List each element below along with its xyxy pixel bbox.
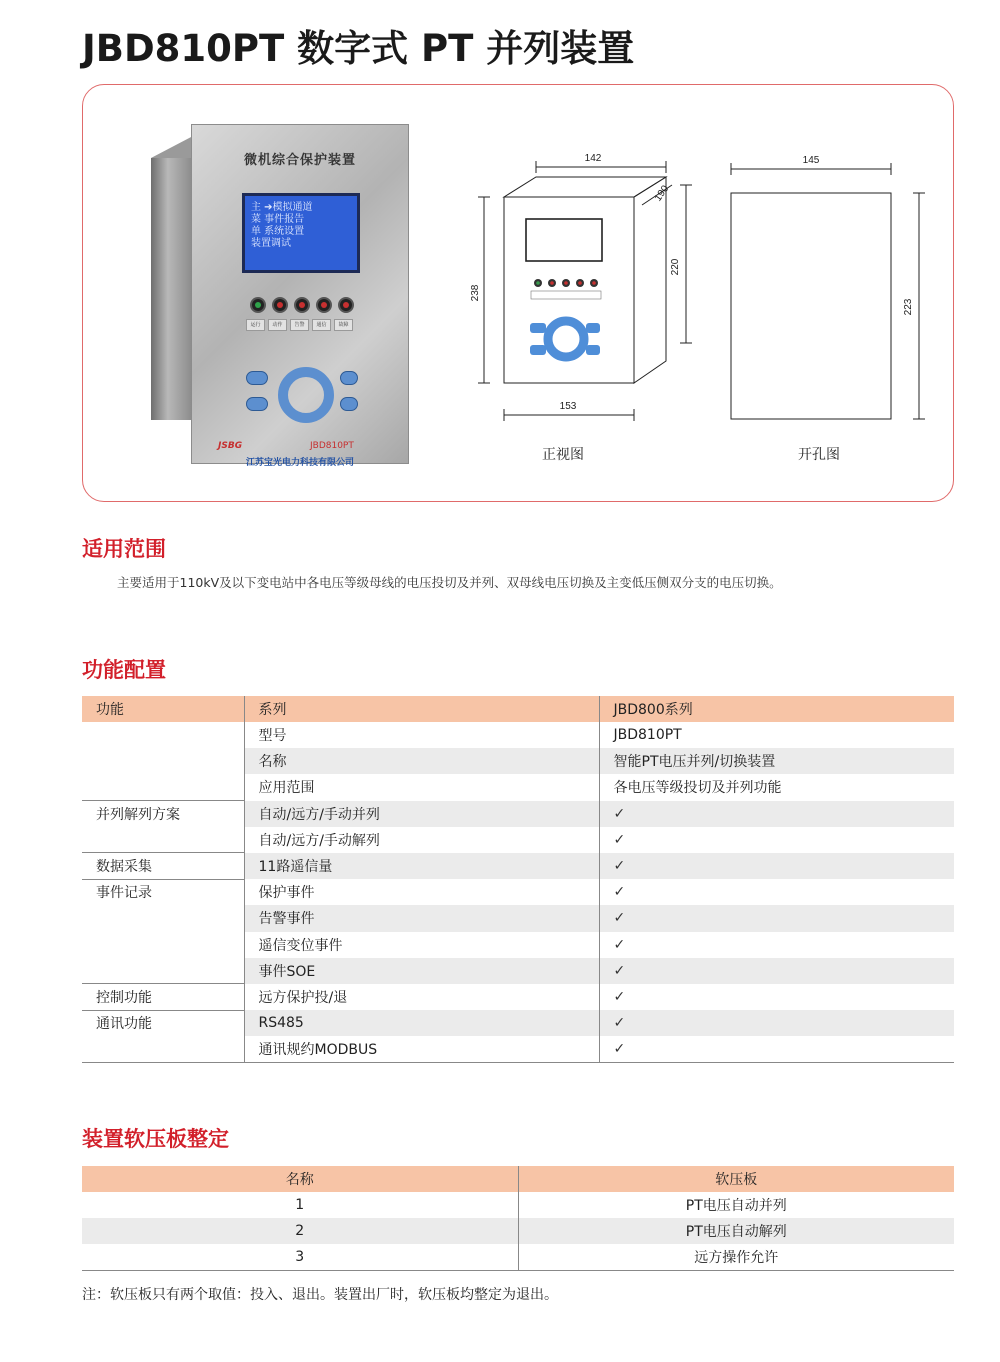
front-view-drawing xyxy=(468,145,698,435)
function-item-cell: 名称 xyxy=(244,748,599,774)
table-row xyxy=(82,905,954,931)
led-indicator-icon xyxy=(294,297,310,313)
device-front-panel xyxy=(191,124,409,468)
function-item-cell: 自动/远方/手动解列 xyxy=(244,827,599,853)
device-brand-logo: JSBG xyxy=(218,441,243,451)
function-group-cell xyxy=(82,748,244,774)
scope-text: 主要适用于110kV及以下变电站中各电压等级母线的电压投切及并列、双母线电压切换及主变低压侧双分支的电压切换。 xyxy=(117,575,782,590)
dim-cutout-height: 223 xyxy=(903,298,914,316)
led-label: 故障 xyxy=(334,319,353,331)
column-header: 功能 xyxy=(82,696,244,722)
led-indicator-icon xyxy=(272,297,288,313)
table-row xyxy=(82,932,954,958)
function-item-cell: 遥信变位事件 xyxy=(244,932,599,958)
softplate-name-cell: 远方操作允许 xyxy=(518,1244,954,1270)
function-group-cell: 数据采集 xyxy=(82,853,244,879)
led-label: 告警 xyxy=(290,319,309,331)
lcd-line: 主 ➔模拟通道 xyxy=(251,202,313,213)
column-header: 系列 xyxy=(244,696,599,722)
product-overview-box xyxy=(82,84,954,502)
table-row xyxy=(82,748,954,774)
table-row xyxy=(82,879,954,905)
device-company-label: 江苏宝光电力科技有限公司 xyxy=(245,458,354,468)
keypad-direction-ring-icon xyxy=(278,367,334,423)
table-row xyxy=(82,801,954,827)
functions-heading: 功能配置 xyxy=(82,658,166,682)
lcd-line: 装置调试 xyxy=(251,238,291,249)
column-header: 名称 xyxy=(82,1166,518,1192)
device-lcd-screen xyxy=(242,193,360,273)
table-row xyxy=(82,1010,954,1036)
device-led-row xyxy=(250,297,354,313)
front-view-caption: 正视图 xyxy=(542,447,584,463)
table-row xyxy=(82,1244,954,1270)
function-item-cell: 11路遥信量 xyxy=(244,853,599,879)
check-icon: ✓ xyxy=(599,801,954,827)
dim-bottom-width: 153 xyxy=(559,401,577,412)
keypad-button-icon xyxy=(340,371,358,385)
function-item-cell: 事件SOE xyxy=(244,958,599,984)
led-label: 运行 xyxy=(246,319,265,331)
check-icon: ✓ xyxy=(613,988,626,1005)
softplate-table xyxy=(82,1166,954,1271)
softplate-heading: 装置软压板整定 xyxy=(82,1127,229,1151)
function-group-cell xyxy=(82,722,244,748)
function-item-cell: 远方保护投/退 xyxy=(244,984,599,1010)
check-icon: ✓ xyxy=(613,936,626,953)
led-indicator-icon xyxy=(316,297,332,313)
softplate-no-cell: 1 xyxy=(82,1192,518,1218)
function-group-cell xyxy=(82,905,244,931)
function-value-cell: JBD810PT xyxy=(613,727,682,744)
table-row xyxy=(82,853,954,879)
table-row xyxy=(82,722,954,748)
softplate-no-cell: 3 xyxy=(82,1244,518,1270)
dim-cutout-width: 145 xyxy=(802,155,820,166)
keypad-button-icon xyxy=(340,397,358,411)
dim-height-right: 220 xyxy=(670,258,681,276)
device-model-label: JBD810PT xyxy=(310,441,354,451)
function-group-cell: 控制功能 xyxy=(82,984,244,1010)
check-icon: ✓ xyxy=(599,853,954,879)
device-panel-name: 微机综合保护装置 xyxy=(243,153,356,168)
cutout-caption: 开孔图 xyxy=(798,447,840,463)
function-item-cell: 型号 xyxy=(244,722,599,748)
dim-height-left: 238 xyxy=(470,284,481,302)
device-keypad xyxy=(246,363,354,427)
led-label: 动作 xyxy=(268,319,287,331)
table-row xyxy=(82,774,954,800)
led-indicator-icon xyxy=(250,297,266,313)
footnote: 注：软压板只有两个取值：投入、退出。装置出厂时，软压板均整定为退出。 xyxy=(82,1287,558,1303)
function-value-cell: 各电压等级投切及并列功能 xyxy=(613,780,782,797)
lcd-line: 菜 事件报告 xyxy=(251,214,305,225)
function-value-cell: 智能PT电压并列/切换装置 xyxy=(599,748,954,774)
function-group-cell xyxy=(82,958,244,984)
function-item-cell: 应用范围 xyxy=(244,774,599,800)
table-row xyxy=(82,1036,954,1062)
function-item-cell: 告警事件 xyxy=(244,905,599,931)
cutout-drawing xyxy=(723,149,933,429)
check-icon: ✓ xyxy=(599,905,954,931)
column-header: JBD800系列 xyxy=(599,696,954,722)
function-item-cell: RS485 xyxy=(244,1010,599,1036)
function-group-cell xyxy=(82,1036,244,1062)
softplate-name-cell: PT电压自动并列 xyxy=(685,1198,787,1214)
function-group-cell: 通讯功能 xyxy=(82,1010,244,1036)
function-item-cell: 自动/远方/手动并列 xyxy=(244,801,599,827)
table-header-row xyxy=(82,1166,954,1192)
softplate-no-cell: 2 xyxy=(82,1218,518,1244)
device-photo xyxy=(151,124,409,468)
table-header-row xyxy=(82,696,954,722)
check-icon: ✓ xyxy=(599,1010,954,1036)
dim-top-width: 142 xyxy=(584,153,602,164)
column-header: 软压板 xyxy=(518,1166,954,1192)
check-icon: ✓ xyxy=(613,831,626,848)
function-group-cell: 并列解列方案 xyxy=(82,801,244,827)
check-icon: ✓ xyxy=(599,958,954,984)
function-item-cell: 通讯规约MODBUS xyxy=(244,1036,599,1062)
device-led-labels xyxy=(246,319,353,331)
led-label: 通信 xyxy=(312,319,331,331)
function-item-cell: 保护事件 xyxy=(244,879,599,905)
function-group-cell: 事件记录 xyxy=(82,879,244,905)
led-indicator-icon xyxy=(338,297,354,313)
table-row xyxy=(82,1218,954,1244)
page-title: JBD810PT 数字式 PT 并列装置 xyxy=(82,27,635,70)
table-row xyxy=(82,958,954,984)
lcd-line: 单 系统设置 xyxy=(251,226,305,237)
function-group-cell xyxy=(82,827,244,853)
function-group-cell xyxy=(82,932,244,958)
table-row xyxy=(82,827,954,853)
check-icon: ✓ xyxy=(599,1036,954,1062)
keypad-button-icon xyxy=(246,397,268,411)
function-group-cell xyxy=(82,774,244,800)
check-icon: ✓ xyxy=(613,884,626,901)
functions-table xyxy=(82,696,954,1063)
softplate-name-cell: PT电压自动解列 xyxy=(518,1218,954,1244)
table-row xyxy=(82,984,954,1010)
dim-depth: 190 xyxy=(652,183,672,204)
table-row xyxy=(82,1192,954,1218)
scope-heading: 适用范围 xyxy=(82,537,166,561)
keypad-button-icon xyxy=(246,371,268,385)
